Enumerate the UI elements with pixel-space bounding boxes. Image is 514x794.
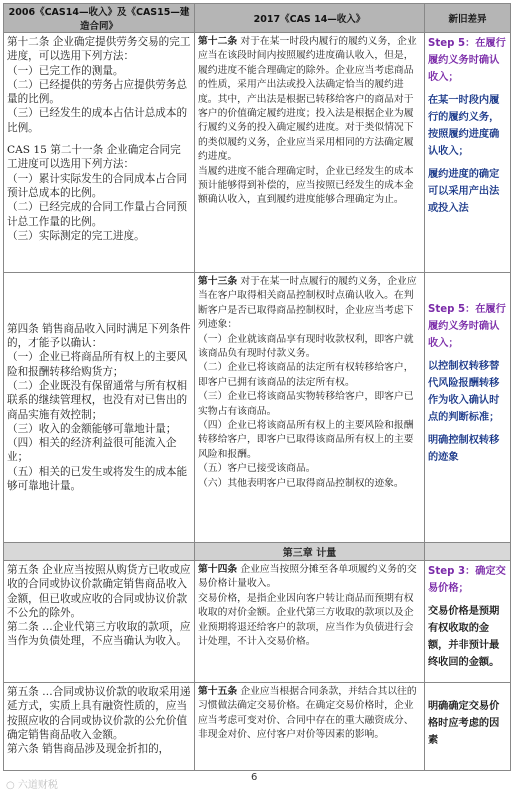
old-text: （二）已经完成的合同工作量占合同预计总工作量的比例。 xyxy=(7,201,188,228)
header-old-standard: 2006《CAS14—收入》及《CAS15—建造合同》 xyxy=(4,4,195,33)
new-text: （六）其他表明客户已取得商品控制权的迹象。 xyxy=(198,477,404,489)
clause-number: 第十四条 xyxy=(198,564,238,575)
logo-text: 六道财税 xyxy=(17,780,58,791)
new-text: 当履约进度不能合理确定时，企业已经发生的成本预计能够得到补偿的，应当按照已经发生的成本金额确认收入，直到履约进度能够合理确定为止。 xyxy=(198,165,414,206)
table-row xyxy=(4,273,511,543)
new-text: （二）企业已将该商品的法定所有权转移给客户，即客户已拥有该商品的法定所有权。 xyxy=(198,362,414,388)
difference-note: 明确确定交易价格时应考虑的因素 xyxy=(428,701,500,746)
old-text: 第二条 …企业代第三方收取的款项，应当作为负债处理，不应当确认为收入。 xyxy=(7,621,191,648)
difference-note: Step 5：在履行履约义务时确认收入； xyxy=(428,38,506,83)
old-standard-cell xyxy=(4,561,195,683)
clause-number: 第十三条 xyxy=(198,276,238,287)
header-new-standard: 2017《CAS 14—收入》 xyxy=(195,4,425,33)
old-text: （三）收入的金额能够可靠地计量； xyxy=(7,422,177,435)
difference-cell xyxy=(425,273,511,543)
header-row xyxy=(4,4,511,33)
clause-number: 第十二条 xyxy=(198,36,238,47)
logo-icon: ○ xyxy=(6,780,15,791)
old-standard-cell xyxy=(4,683,195,771)
difference-cell xyxy=(425,683,511,771)
old-standard-cell xyxy=(4,273,195,543)
difference-note: Step 5：在履行履约义务时确认收入； xyxy=(428,304,506,349)
header-differences: 新旧差异 xyxy=(425,4,511,33)
clause-number: 第十五条 xyxy=(198,686,238,697)
new-text: 企业应当按照分摊至各单项履约义务的交易价格计量收入。 xyxy=(198,564,417,590)
difference-note: 明确控制权转移的迹象 xyxy=(428,435,500,463)
old-text: （二）企业既没有保留通常与所有权相联系的继续管理权，也没有对已售出的商品实施有效控制； xyxy=(7,379,188,421)
old-text: 第五条 企业应当按照从购货方已收或应收的合同或协议价款确定销售商品收入金额，但已收或应收的合同或协议价款不公允的除外。 xyxy=(7,564,191,619)
chapter-row xyxy=(4,543,511,561)
old-text: （四）相关的经济利益很可能流入企业； xyxy=(7,437,177,464)
new-text: （一）企业就该商品享有现时收款权利，即客户就该商品负有现时付款义务。 xyxy=(198,333,414,360)
old-text: （五）相关的已发生或将发生的成本能够可靠地计量。 xyxy=(7,465,188,492)
old-text: （三）实际测定的完工进度。 xyxy=(7,229,145,242)
new-standard-cell xyxy=(195,273,425,543)
new-text: 交易价格，是指企业因向客户转让商品而预期有权收取的对价金额。企业代第三方收取的款项以及企业预期将退还给客户的款项，应当作为负债进行会计处理，不计入交易价格。 xyxy=(198,592,414,648)
difference-note: 交易价格是预期有权收取的金额，并非预计最终收回的金额。 xyxy=(428,606,500,668)
comparison-table xyxy=(3,3,511,771)
difference-cell xyxy=(425,33,511,273)
old-text: 第十二条 企业确定提供劳务交易的完工进度，可以选用下列方法： xyxy=(7,36,191,63)
new-text: （三）企业已将该商品实物转移给客户，即客户已实物占有该商品。 xyxy=(198,391,414,417)
new-standard-cell xyxy=(195,561,425,683)
old-text: （二）已经提供的劳务占应提供劳务总量的比例。 xyxy=(7,78,188,106)
table-row xyxy=(4,683,511,771)
old-standard-cell xyxy=(4,33,195,273)
difference-note: 以控制权转移替代风险报酬转移作为收入确认时点的判断标准； xyxy=(428,361,500,423)
difference-cell xyxy=(425,561,511,683)
old-text: （一）累计实际发生的合同成本占合同预计总成本的比例。 xyxy=(7,172,188,199)
new-text: 对于在某一时段内履行的履约义务，企业应当在该段时间内按照履约进度确认收入，但是，履约进度不能合理确定的除外。企业应当考虑商品的性质，采用产出法或投入法确定恰当的履约进度。其中，产出法是根据已转移给客户的商品对于客户的价值确定履约进度；投入法是根据企业为履行履约义务的投入确定履约进度。对于类似情况下的类似履约义务，企业应当采用相同的方法确定履约进度。 xyxy=(198,36,417,163)
new-text: 企业应当根据合同条款，并结合其以往的习惯做法确定交易价格。在确定交易价格时，企业应当考虑可变对价、合同中存在的重大融资成分、非现金对价、应付客户对价等因素的影响。 xyxy=(198,686,417,741)
old-text: CAS 15 第二十一条 企业确定合同完工进度可以选用下列方法： xyxy=(7,144,181,171)
old-text: （一）企业已将商品所有权上的主要风险和报酬转移给购货方； xyxy=(7,351,188,378)
table-row xyxy=(4,33,511,273)
new-standard-cell xyxy=(195,33,425,273)
page-number: 6 xyxy=(251,772,258,783)
old-text: （三）已经发生的成本占估计总成本的比例。 xyxy=(7,107,188,134)
new-standard-cell xyxy=(195,683,425,771)
old-text: 第四条 销售商品收入同时满足下列条件的，才能予以确认： xyxy=(7,322,191,350)
old-text: 第五条 …合同或协议价款的收取采用递延方式，实质上具有融资性质的，应当按照应收的合同或协议价款的公允价值确定销售商品收入金额。 xyxy=(7,686,191,741)
difference-note: 在某一时段内履行的履约义务，按照履约进度确认收入； xyxy=(428,95,500,157)
difference-note: Step 3：确定交易价格； xyxy=(428,566,506,594)
old-text: 第六条 销售商品涉及现金折扣的， xyxy=(7,743,170,756)
chapter-title: 第三章 计量 xyxy=(195,543,425,561)
new-text: 对于在某一时点履行的履约义务，企业应当在客户取得相关商品控制权时点确认收入。在判断客户是否已取得商品控制权时，企业应当考虑下列迹象： xyxy=(198,276,417,331)
table-row xyxy=(4,561,511,683)
new-text: （四）企业已将该商品所有权上的主要风险和报酬转移给客户，即客户已取得该商品所有权上的主要风险和报酬。 xyxy=(198,420,414,460)
new-text: （五）客户已接受该商品。 xyxy=(198,463,316,475)
watermark-logo xyxy=(6,776,58,791)
old-text: （一）已完工作的测量。 xyxy=(7,64,124,77)
difference-note: 履约进度的确定可以采用产出法或投入法 xyxy=(428,169,500,214)
